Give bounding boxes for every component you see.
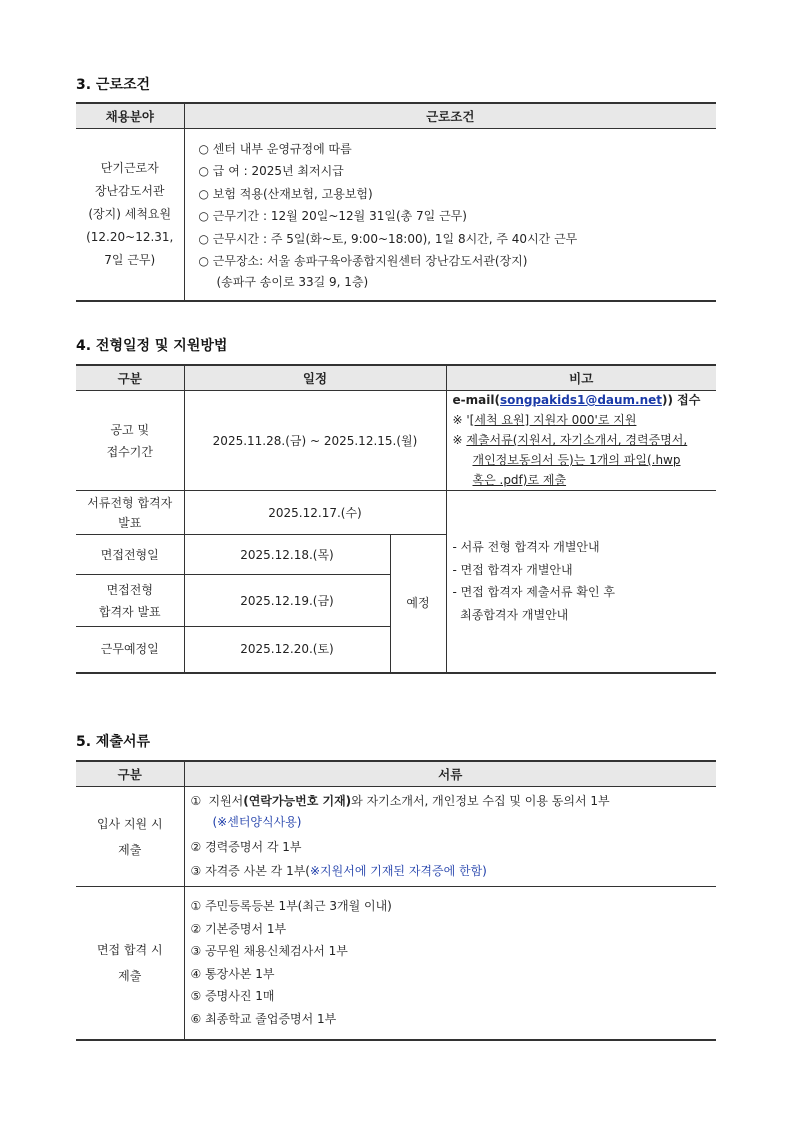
work-conditions-table	[76, 102, 716, 302]
email-link[interactable]: songpakids1@daum.net	[499, 393, 663, 407]
apply-doc-item: ② 경력증명서 각 1부	[190, 839, 302, 854]
header-schedule: 일정	[184, 365, 446, 391]
row-doc-result-label: 서류전형 합격자 발표	[76, 491, 184, 535]
condition-item: ○ 근무기간 : 12월 20일~12월 31일(총 7일 근무)	[198, 209, 467, 224]
header-documents: 서류	[184, 761, 716, 787]
header-remarks: 비고	[446, 365, 716, 391]
planned-cell: 예정	[390, 535, 446, 673]
schedule-table	[76, 364, 716, 674]
note-1: ※ '[세척 요원] 지원자 000'로 지원	[452, 413, 637, 427]
interview-docs-cell	[184, 887, 716, 1040]
row-start-date: 2025.12.20.(토)	[184, 627, 390, 673]
section-5-title: 5. 제출서류	[76, 734, 151, 750]
note-2-line-3: 혹은 .pdf)로 제출	[472, 473, 567, 487]
condition-item: ○ 근무시간 : 주 5일(화~토, 9:00~18:00), 1일 8시간, 주 40시간 근무	[198, 231, 578, 246]
row-interview-result-date: 2025.12.19.(금)	[184, 575, 390, 627]
condition-item: ○ 급 여 : 2025년 최저시급	[198, 164, 344, 179]
apply-docs-label: 입사 지원 시 제출	[96, 816, 163, 857]
interview-doc-item: ② 기본증명서 1부	[190, 921, 287, 936]
row-interview-result-label: 면접전형 합격자 발표	[76, 575, 184, 627]
row-doc-result-date: 2025.12.17.(수)	[184, 491, 446, 535]
interview-doc-item: ③ 공무원 채용신체검사서 1부	[190, 944, 348, 959]
note-2: ※ 제출서류(지원서, 자기소개서, 경력증명서,	[452, 433, 688, 447]
form-note: (※센터양식사용)	[212, 814, 302, 829]
apply-doc-item: ① 지원서(연락가능번호 기재)와 자기소개서, 개인정보 수집 및 이용 동의서 1부	[190, 793, 610, 808]
header-conditions: 근로조건	[184, 103, 716, 129]
header-category: 구분	[76, 761, 184, 787]
apply-doc-item: ③ 자격증 사본 각 1부(※지원서에 기재된 자격증에 한함)	[190, 863, 487, 878]
apply-docs-cell	[184, 787, 716, 887]
section-4-title: 4. 전형일정 및 지원방법	[76, 338, 228, 354]
row-interview-label: 면접전형일	[76, 535, 184, 575]
condition-address: (송파구 송이로 33길 9, 1층)	[216, 274, 369, 289]
general-remarks: - 서류 전형 합격자 개별안내 - 면접 합격자 개별안내 - 면접 합격자 제출서류 확인 후 최종합격자 개별안내	[446, 491, 716, 673]
row-interview-date: 2025.12.18.(목)	[184, 535, 390, 575]
email-line: e-mail(songpakids1@daum.net)) 접수	[452, 393, 701, 407]
section-3-title: 3. 근로조건	[76, 77, 151, 93]
interview-doc-item: ⑥ 최종학교 졸업증명서 1부	[190, 1011, 337, 1026]
conditions-cell	[184, 129, 716, 301]
condition-item: ○ 보험 적용(산재보험, 고용보험)	[198, 186, 373, 201]
note-2-line-2: 개인정보동의서 등)는 1개의 파일(.hwp	[472, 453, 681, 467]
conditions-list	[185, 138, 717, 291]
interview-doc-item: ① 주민등록등본 1부(최근 3개월 이내)	[190, 898, 392, 913]
header-field: 채용분야	[76, 103, 184, 129]
application-remarks	[446, 391, 716, 491]
condition-item: ○ 근무장소: 서울 송파구육아종합지원센터 장난감도서관(장지)	[198, 254, 528, 269]
row-start-label: 근무예정일	[100, 642, 159, 657]
row-application-label: 공고 및 접수기간	[106, 422, 153, 459]
field-cell: 단기근로자 장난감도서관 (장지) 세척요원 (12.20~12.31, 7일 근무)	[86, 160, 174, 267]
interview-docs-label: 면접 합격 시 제출	[96, 942, 163, 983]
condition-item: ○ 센터 내부 운영규정에 따름	[198, 141, 352, 156]
header-category: 구분	[76, 365, 184, 391]
interview-doc-item: ⑤ 증명사진 1매	[190, 989, 275, 1004]
documents-table	[76, 760, 716, 1041]
interview-doc-item: ④ 통장사본 1부	[190, 966, 275, 981]
row-application-date: 2025.11.28.(금) ~ 2025.12.15.(월)	[184, 391, 446, 491]
